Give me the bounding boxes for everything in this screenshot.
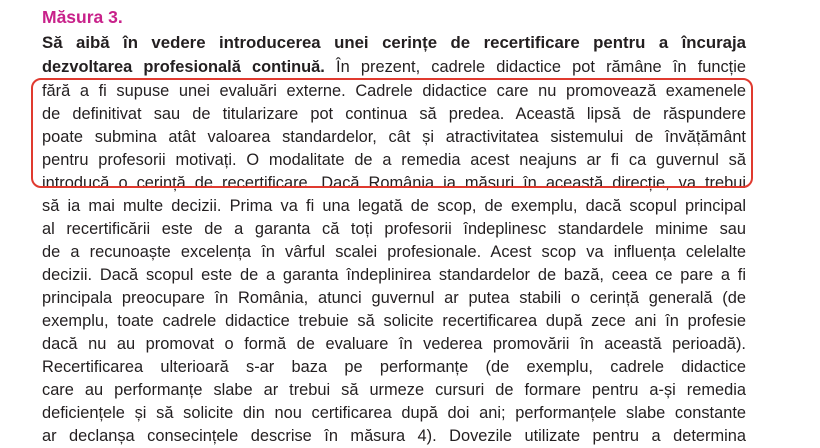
measure-heading: Măsura 3. — [42, 7, 123, 27]
paragraph-line-2 — [42, 56, 746, 78]
paragraph-line-18: ar declanșa consecințele descrise în măsura 4). Dovezile utilizate pentru a determina — [42, 427, 746, 445]
paragraph-line-8: să ia mai multe decizii. Prima va fi una legată de scop, de exemplu, dacă scopul principal — [42, 197, 746, 215]
paragraph-line-10: de a recunoaște excelența în vârful scalei profesionale. Acest scop va influența celelalte — [42, 243, 746, 261]
paragraph-line-17: deficiențele și să solicite din nou certificarea după doi ani; performanțele slabe constante — [42, 404, 746, 422]
paragraph-line-15: Recertificarea ulterioară s-ar baza pe performanțe (de exemplu, cadrele didactice — [42, 358, 746, 376]
paragraph-line-1: Să aibă în vedere introducerea unei cerințe de recertificare pentru a încuraja — [42, 33, 746, 52]
paragraph-line-16: care au performanțe slabe ar trebui să urmeze cursuri de formare pentru a-și remedia — [42, 381, 746, 399]
paragraph-line-9: al recertificării este de a garanta că toți profesorii îndeplinesc standardele minime sau — [42, 220, 746, 238]
paragraph-line-3: fără a fi supuse unei evaluări externe. Cadrele didactice care nu promovează examenele — [42, 82, 746, 100]
paragraph-line-7: introducă o cerință de recertificare. Dacă România ia măsuri în această direcție, va trebui — [42, 174, 746, 192]
paragraph-line-5: poate submina atât valoarea standardelor, cât și atractivitatea sistemului de învățământ — [42, 128, 746, 146]
paragraph-line-6: pentru profesorii motivați. O modalitate de a remedia acest neajuns ar fi ca guvernul să — [42, 151, 746, 169]
paragraph-line-11: decizii. Dacă scopul este de a garanta îndeplinirea standardelor de bază, ceea ce pare a fi — [42, 266, 746, 284]
paragraph-line-4: de definitivat sau de titularizare pot continua să predea. Această lipsă de răspundere — [42, 105, 746, 123]
paragraph-line-2-rest: În prezent, cadrele didactice pot rămâne în funcție — [324, 58, 746, 76]
paragraph-line-14: dacă nu au promovat o formă de evaluare în vederea promovării în această perioadă). — [42, 335, 746, 353]
paragraph-line-12: principala preocupare în România, atunci guvernul ar putea stabili o cerință generală (de — [42, 289, 746, 307]
paragraph-line-13: exemplu, toate cadrele didactice trebuie să solicite recertificarea după zece ani în profesie — [42, 312, 746, 330]
bold-phrase: dezvoltarea profesională continuă. — [42, 58, 325, 76]
